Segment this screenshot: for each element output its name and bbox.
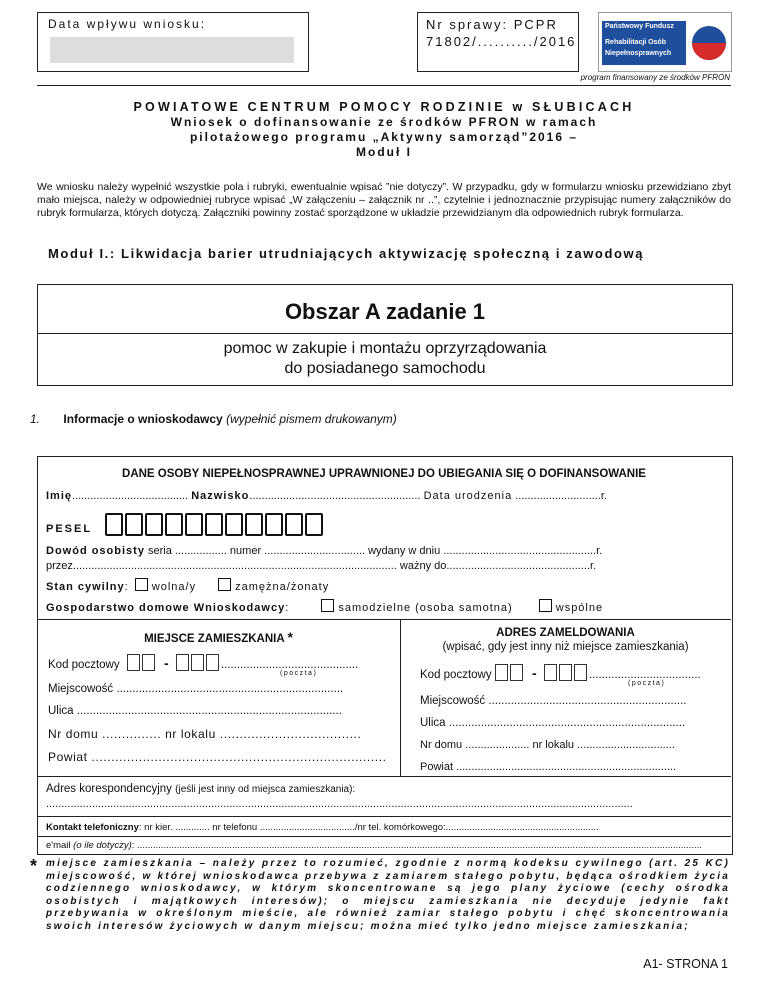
pesel-digit-box[interactable] (125, 513, 143, 536)
area-subtitle-2: do posiadanego samochodu (284, 360, 486, 377)
contact-field[interactable]: : nr kier. ............. nr telefonu ..................................../nr tel. komórkowego:.......................................................... (138, 822, 599, 833)
registration-subheading: (wpisać, gdy jest inny niż miejsce zamieszkania) (442, 641, 689, 653)
person-heading: DANE OSOBY NIEPEŁNOSPRAWNEJ UPRAWNIONEJ DO UBIEGANIA SIĘ O DOFINANSOWANIE (122, 468, 646, 480)
id-issuer-field[interactable]: przez.......................................................................................................... ważny do...............................................r. (46, 560, 597, 572)
residence-postal-digit[interactable] (127, 654, 140, 671)
pfron-logo-emblem-icon (689, 23, 729, 63)
pfron-logo-text-3: Niepełnosprawnych (605, 50, 672, 57)
title-line-3: pilotażowego programu „Aktywny samorząd”2016 – (189, 130, 579, 144)
id-doc-label: Dowód osobisty (46, 545, 145, 557)
residence-street-field[interactable]: Ulica ................................................................................... (48, 705, 342, 717)
pesel-digit-box[interactable] (145, 513, 163, 536)
title-line-4: Moduł I (356, 145, 412, 159)
residence-county-field[interactable]: Powiat ........................................................................... (48, 750, 387, 764)
residence-star: * (287, 629, 293, 645)
pesel-row (46, 513, 325, 537)
pesel-digit-box[interactable] (165, 513, 183, 536)
residence-title: MIEJSCE ZAMIESZKANIA (144, 633, 285, 645)
registration-street-field[interactable]: Ulica .......................................................................... (420, 717, 686, 729)
correspondence-note: (jeśli jest inny od miejsca zamieszkania): (175, 784, 356, 795)
pesel-digit-box[interactable] (265, 513, 283, 536)
shared-checkbox[interactable] (539, 599, 552, 612)
area-subtitle-1: pomoc w zakupie i montażu oprzyrządowania (223, 340, 547, 357)
correspondence-row (46, 783, 355, 795)
contact-rule (37, 816, 731, 817)
title-line-1: POWIATOWE CENTRUM POMOCY RODZINIE w SŁUBICACH (133, 100, 635, 114)
civil-status-label: Stan cywilny (46, 581, 125, 593)
residence-postal-digit[interactable] (176, 654, 189, 671)
registration-postal-digit[interactable] (544, 664, 557, 681)
registration-city-field[interactable]: Miejscowość .............................................................. (420, 695, 687, 707)
last-name-label: Nazwisko (191, 490, 250, 502)
correspondence-label: Adres korespondencyjny (46, 783, 172, 795)
pesel-digit-box[interactable] (205, 513, 223, 536)
pfron-logo (598, 12, 732, 72)
residence-house-field[interactable]: Nr domu ............... nr lokalu .................................... (48, 727, 362, 741)
pesel-digit-box[interactable] (105, 513, 123, 536)
id-row (46, 545, 602, 557)
residence-postal-row: Kod pocztowy - ........................................... (48, 655, 359, 671)
instructions: We wniosku należy wypełnić wszystkie pola i rubryki, ewentualnie wpisać ”nie dotyczy”. W przypadku, gdy w formularzu wniosku przewidziano zbyt mało miejsca, należy w odpowiedniej rubryce wpisać „W załączeniu – załącznik nr ..”, czytelnie i jednoznacznie przypisując numery załączników do rubryk formularza, których dotyczą. Załączniki powinny zostać sporządzone w układzie przewidzianym dla odpowiednich rubryk formularza. (37, 181, 731, 219)
independent-label: samodzielne (osoba samotna) (338, 602, 513, 614)
registration-county-field[interactable]: Powiat ........................................................................ (420, 761, 677, 773)
pfron-logo-text-1: Państwowy Fundusz (605, 23, 674, 30)
residence-postal-label: Kod pocztowy (48, 659, 120, 671)
email-field[interactable]: : ...................................................................................................................................................................................................................... (131, 840, 702, 851)
section-1-heading (30, 412, 397, 426)
pesel-digit-box[interactable] (225, 513, 243, 536)
email-note: (o ile dotyczy) (73, 840, 132, 851)
case-number-label: Nr sprawy: PCPR (426, 17, 558, 32)
area-rule (38, 333, 732, 334)
section-note: (wypełnić pismem drukowanym) (226, 412, 397, 426)
residence-post-office-field[interactable]: ........................................... (220, 659, 359, 671)
registration-house-field[interactable]: Nr domu ..................... nr lokalu ................................ (420, 739, 675, 751)
section-title: Informacje o wnioskodawcy (63, 412, 223, 426)
case-number-box (417, 12, 579, 72)
id-series-field[interactable]: seria ................. numer ................................. wydany w dniu ..................................................r. (148, 545, 603, 557)
registration-post-office-hint: (poczta) (628, 680, 666, 687)
married-label: zamężna/żonaty (235, 581, 330, 593)
footnote-star: * (30, 856, 38, 876)
pesel-digit-box[interactable] (285, 513, 303, 536)
address-rule-bottom (37, 776, 731, 777)
residence-postal-digit[interactable] (206, 654, 219, 671)
residence-postal-digit[interactable] (142, 654, 155, 671)
title-line-2: Wniosek o dofinansowanie ze środków PFRON w ramach (170, 115, 598, 129)
area-title: Obszar A zadanie 1 (284, 299, 486, 324)
name-row (46, 490, 607, 502)
pesel-digit-box[interactable] (305, 513, 323, 536)
email-label: e'mail (46, 840, 71, 851)
birth-date-label: Data urodzenia (423, 490, 513, 502)
single-checkbox[interactable] (135, 578, 148, 591)
contact-row (46, 822, 730, 833)
case-number-value: 71802/........../2016 (426, 34, 577, 49)
registration-postal-digit[interactable] (559, 664, 572, 681)
email-row (46, 840, 730, 851)
address-rule-top (37, 619, 731, 620)
page-label: A1- STRONA 1 (643, 957, 728, 971)
birth-date-field[interactable]: ............................r. (515, 490, 607, 502)
registration-postal-label: Kod pocztowy (420, 669, 492, 681)
section-number: 1. (30, 412, 41, 426)
contact-label: Kontakt telefoniczny (46, 822, 139, 833)
date-received-label: Data wpływu wniosku: (48, 17, 207, 31)
header-rule (37, 85, 731, 86)
residence-postal-digit[interactable] (191, 654, 204, 671)
single-label: wolna/y (151, 581, 197, 593)
registration-postal-digit[interactable] (510, 664, 523, 681)
funding-note: program finansowany ze środków PFRON (580, 73, 730, 82)
last-name-field[interactable]: ........................................................ (249, 490, 421, 502)
residence-city-field[interactable]: Miejscowość ....................................................................... (48, 683, 344, 695)
registration-post-office-field[interactable]: ................................... (588, 669, 701, 681)
registration-postal-digit[interactable] (495, 664, 508, 681)
registration-postal-row: Kod pocztowy - ................................... (420, 665, 701, 681)
pesel-boxes[interactable] (105, 519, 325, 536)
shared-label: wspólne (555, 602, 604, 614)
first-name-field[interactable]: ...................................... (72, 490, 189, 502)
first-name-label: Imię (46, 490, 73, 502)
pesel-label: PESEL (46, 523, 93, 535)
date-received-box (37, 12, 309, 72)
registration-heading: ADRES ZAMELDOWANIA (496, 627, 635, 639)
contact-email-rule (37, 836, 731, 837)
pesel-digit-box[interactable] (185, 513, 203, 536)
document-title (0, 100, 768, 159)
footnote-text: miejsce zamieszkania – należy przez to rozumieć, zgodnie z normą kodeksu cywilnego (art. 25 KC) miejscowość, w której wnioskodawca przebywa z zamiarem stałego pobytu, będąca ośrodkiem życia codziennego wnioskodawcy, w którym skoncentrowane są jego plany życiowe (cechy ośrodka osobistych i majątkowych interesów); o miejscu zamieszkania nie decyduje jedynie fakt przebywania w określonym mieście, ale również zamiar stałego pobytu i chęć skoncentrowania swoich interesów życiowych w danym miejscu; można mieć tylko jedno miejsce zamieszkania; (46, 858, 730, 932)
registration-postal-digit[interactable] (574, 664, 587, 681)
correspondence-field[interactable]: ................................................................................................................................................................................................ (46, 798, 633, 810)
civil-status-row: Stan cywilny: wolna/y zamężna/żonaty (46, 578, 329, 593)
household-row: Gospodarstwo domowe Wnioskodawcy: samodzielne (osoba samotna) wspólne (46, 599, 603, 614)
married-checkbox[interactable] (218, 578, 231, 591)
pesel-digit-box[interactable] (245, 513, 263, 536)
date-received-field[interactable] (50, 37, 294, 63)
module-title: Moduł I.: Likwidacja barier utrudniających aktywizację społeczną i zawodową (48, 246, 645, 261)
pfron-logo-text-2: Rehabilitacji Osób (605, 39, 667, 46)
residence-heading (37, 629, 400, 645)
independent-checkbox[interactable] (321, 599, 334, 612)
residence-post-office-hint: (poczta) (280, 670, 318, 677)
area-box (37, 284, 733, 386)
household-label: Gospodarstwo domowe Wnioskodawcy (46, 602, 286, 614)
